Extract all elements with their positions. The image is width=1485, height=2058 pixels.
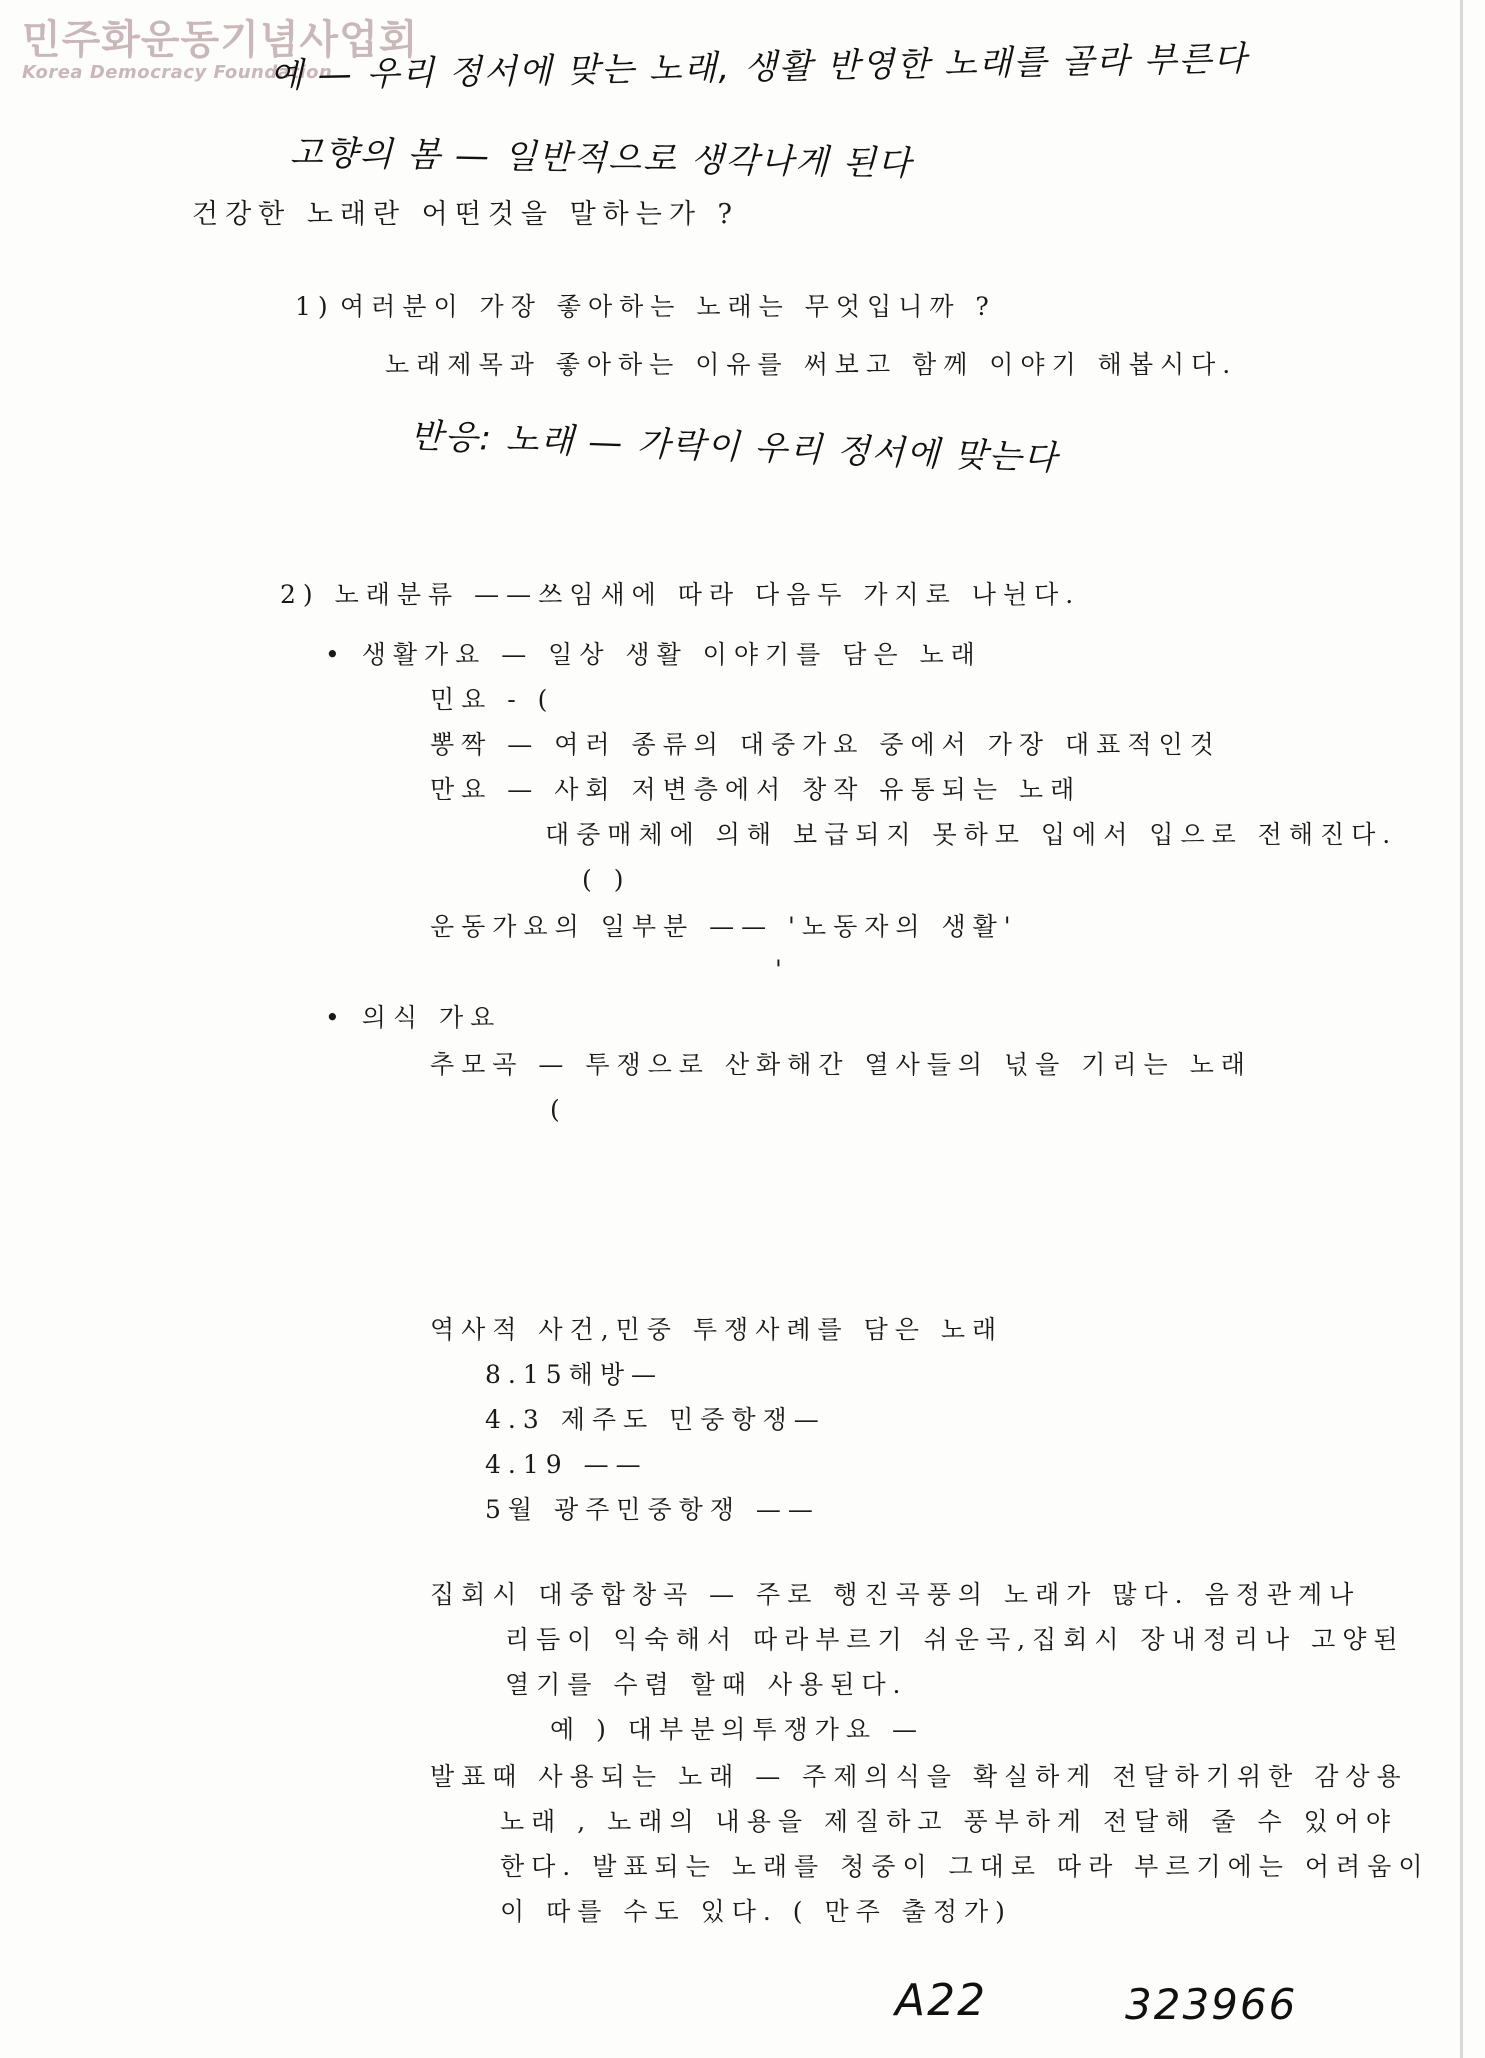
history-songs-title: 역사적 사건,민중 투쟁사례를 담은 노래 bbox=[430, 1315, 1004, 1344]
ppongjjak-line: 뽕짝 — 여러 종류의 대중가요 중에서 가장 대표적인것 bbox=[430, 730, 1221, 759]
life-songs-title: • 생활가요 — 일상 생활 이야기를 담은 노래 bbox=[325, 640, 982, 669]
document-number: 323966 bbox=[1125, 1980, 1298, 2029]
watermark-english: Korea Democracy Foundation bbox=[22, 62, 333, 83]
presentation-line-3: 한다. 발표되는 노래를 청중이 그대로 따라 부르기에는 어려움이 bbox=[500, 1852, 1430, 1881]
section2-heading: 2) 노래분류 ——쓰임새에 따라 다음두 가지로 나뉜다. bbox=[280, 580, 1081, 609]
event-4-19: 4.19 —— bbox=[485, 1450, 648, 1479]
chumogok-line: 추모곡 — 투쟁으로 산화해간 열사들의 넋을 기리는 노래 bbox=[430, 1050, 1252, 1079]
event-4-3: 4.3 제주도 민중항쟁— bbox=[485, 1405, 826, 1434]
handwritten-note-top-1: 예 — 우리 정서에 맞는 노래, 생활 반영한 노래를 골라 부른다 bbox=[269, 38, 1249, 96]
chumogok-paren: ( bbox=[550, 1095, 567, 1124]
rally-line-3: 열기를 수렴 할때 사용된다. bbox=[505, 1670, 908, 1699]
handwritten-answer: 반응: 노래 — 가락이 우리 정서에 맞는다 bbox=[409, 416, 1060, 479]
rally-line-2: 리듬이 익숙해서 따라부르기 쉬운곡,집회시 장내정리나 고양된 bbox=[505, 1625, 1405, 1654]
page-code: A22 bbox=[895, 1975, 988, 2026]
manyo-continuation: 대중매체에 의해 보급되지 못하모 입에서 입으로 전해진다. bbox=[545, 820, 1398, 849]
manyo-line: 만요 — 사회 저변층에서 창작 유통되는 노래 bbox=[430, 775, 1082, 804]
presentation-line-4: 이 따를 수도 있다. ( 만주 출정가) bbox=[500, 1897, 1012, 1926]
ritual-songs-title: • 의식 가요 bbox=[325, 1003, 502, 1032]
presentation-line-2: 노래 , 노래의 내용을 제질하고 풍부하게 전달해 줄 수 있어야 bbox=[500, 1807, 1398, 1836]
presentation-line-1: 발표때 사용되는 노래 — 주제의식을 확실하게 전달하기위한 감상용 bbox=[430, 1762, 1408, 1791]
question1-text: 여러분이 가장 좋아하는 노래는 무엇입니까 ? bbox=[340, 292, 996, 321]
handwritten-note-top-2: 고향의 봄 — 일반적으로 생각나게 된다 bbox=[289, 133, 913, 184]
minyo-line: 민요 - ( bbox=[430, 685, 555, 714]
rally-example: 예 ) 대부분의투쟁가요 — bbox=[550, 1715, 924, 1744]
watermark-korean: 민주화운동기념사업회 bbox=[22, 17, 419, 63]
movement-songs-line: 운동가요의 일부분 —— '노동자의 생활' bbox=[430, 912, 1018, 941]
event-8-15: 8.15해방— bbox=[485, 1360, 663, 1389]
blank-parentheses: ( ) bbox=[582, 865, 631, 894]
event-gwangju: 5월 광주민중항쟁 —— bbox=[485, 1495, 820, 1524]
stray-mark: ' bbox=[775, 955, 789, 984]
scan-edge-mark bbox=[1460, 0, 1463, 2058]
page-title: 건강한 노래란 어떤것을 말하는가 ? bbox=[192, 199, 739, 230]
question1-number: 1) bbox=[295, 292, 335, 321]
rally-line-1: 집회시 대중합창곡 — 주로 행진곡풍의 노래가 많다. 음정관계나 bbox=[430, 1580, 1361, 1609]
question1-instruction: 노래제목과 좋아하는 이유를 써보고 함께 이야기 해봅시다. bbox=[385, 350, 1238, 379]
